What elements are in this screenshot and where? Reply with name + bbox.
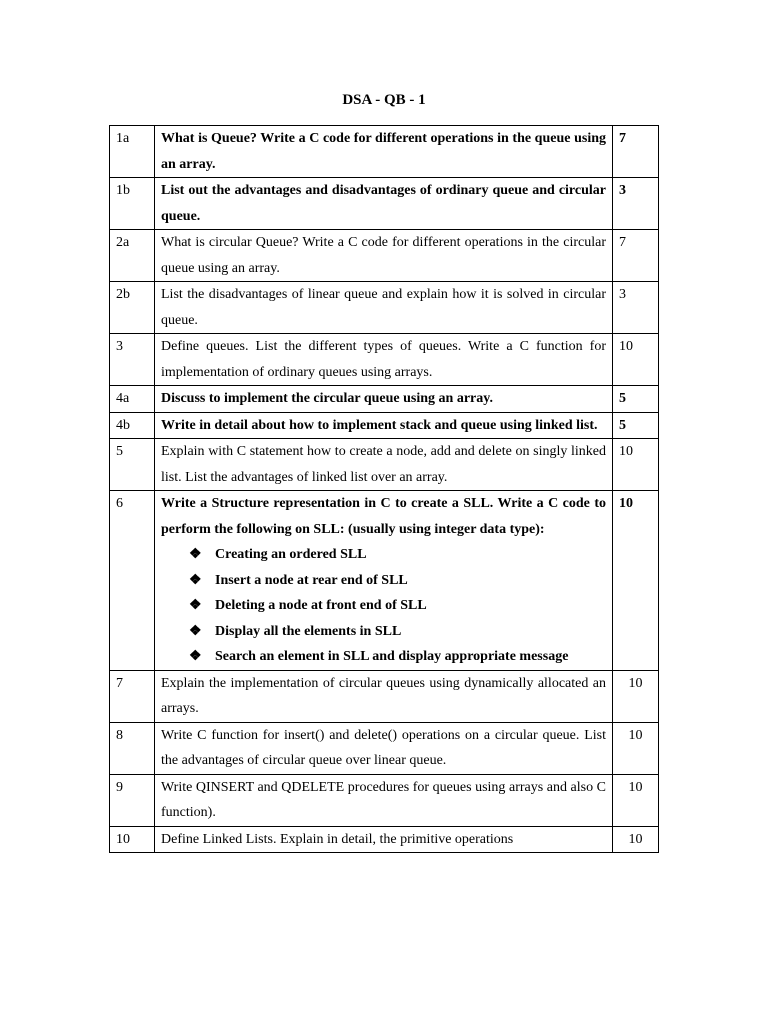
question-marks: 10 <box>613 722 659 774</box>
list-item <box>189 542 606 568</box>
diamond-bullet-icon: ❖ <box>189 649 202 664</box>
question-marks: 3 <box>613 282 659 334</box>
table-row <box>110 412 659 439</box>
table-row <box>110 722 659 774</box>
table-row <box>110 670 659 722</box>
list-item <box>189 568 606 594</box>
question-text: Write in detail about how to implement stack and queue using linked list. <box>155 412 613 439</box>
table-row <box>110 439 659 491</box>
question-number: 9 <box>110 774 155 826</box>
question-text: Discuss to implement the circular queue using an array. <box>155 386 613 413</box>
table-row <box>110 126 659 178</box>
question-number: 4b <box>110 412 155 439</box>
list-item-text: Display all the elements in SLL <box>215 623 402 639</box>
question-number: 6 <box>110 491 155 671</box>
question-marks: 10 <box>613 334 659 386</box>
question-text: What is circular Queue? Write a C code for different operations in the circular queue using an array. <box>155 230 613 282</box>
table-row <box>110 230 659 282</box>
list-item <box>189 619 606 645</box>
question-marks: 5 <box>613 412 659 439</box>
question-marks: 5 <box>613 386 659 413</box>
list-item-text: Deleting a node at front end of SLL <box>215 598 427 613</box>
question-number: 2b <box>110 282 155 334</box>
table-row <box>110 491 659 671</box>
list-item <box>189 644 606 670</box>
diamond-bullet-icon: ❖ <box>189 623 202 639</box>
question-number: 1a <box>110 126 155 178</box>
subitem-list <box>161 542 606 670</box>
question-text: Define queues. List the different types of queues. Write a C function for implementation of ordinary queues using arrays. <box>155 334 613 386</box>
table-row <box>110 386 659 413</box>
question-number: 3 <box>110 334 155 386</box>
question-marks: 10 <box>613 491 659 671</box>
question-marks: 3 <box>613 178 659 230</box>
question-text: Explain the implementation of circular queues using dynamically allocated an arrays. <box>155 670 613 722</box>
list-item-text: Search an element in SLL and display appropriate message <box>215 649 569 664</box>
question-marks: 7 <box>613 230 659 282</box>
diamond-bullet-icon: ❖ <box>189 598 202 613</box>
question-text: Write QINSERT and QDELETE procedures for queues using arrays and also C function). <box>155 774 613 826</box>
page-title: DSA - QB - 1 <box>342 92 426 108</box>
question-number: 7 <box>110 670 155 722</box>
table-row <box>110 334 659 386</box>
question-table <box>109 125 659 853</box>
table-row <box>110 178 659 230</box>
question-text: Write C function for insert() and delete() operations on a circular queue. List the advantages of circular queue over linear queue. <box>155 722 613 774</box>
question-number: 8 <box>110 722 155 774</box>
question-text: What is Queue? Write a C code for different operations in the queue using an array. <box>155 126 613 178</box>
question-text: Define Linked Lists. Explain in detail, the primitive operations <box>155 826 613 853</box>
diamond-bullet-icon: ❖ <box>189 572 202 588</box>
question-marks: 10 <box>613 826 659 853</box>
list-item-text: Insert a node at rear end of SLL <box>215 572 408 588</box>
table-row <box>110 826 659 853</box>
question-text: Explain with C statement how to create a node, add and delete on singly linked list. List the advantages of linked list over an array. <box>155 439 613 491</box>
question-text: List the disadvantages of linear queue and explain how it is solved in circular queue. <box>155 282 613 334</box>
question-marks: 10 <box>613 774 659 826</box>
table-row <box>110 282 659 334</box>
question-text: List out the advantages and disadvantages of ordinary queue and circular queue. <box>155 178 613 230</box>
question-marks: 7 <box>613 126 659 178</box>
question-number: 10 <box>110 826 155 853</box>
list-item-text: Creating an ordered SLL <box>215 547 367 562</box>
list-item <box>189 593 606 619</box>
question-number: 4a <box>110 386 155 413</box>
question-cell <box>155 491 613 671</box>
question-marks: 10 <box>613 670 659 722</box>
question-marks: 10 <box>613 439 659 491</box>
question-text: Write a Structure representation in C to create a SLL. Write a C code to perform the following on SLL: (usually using integer data type): <box>161 496 606 537</box>
question-number: 1b <box>110 178 155 230</box>
question-number: 2a <box>110 230 155 282</box>
table-row <box>110 774 659 826</box>
question-number: 5 <box>110 439 155 491</box>
diamond-bullet-icon: ❖ <box>189 547 202 562</box>
